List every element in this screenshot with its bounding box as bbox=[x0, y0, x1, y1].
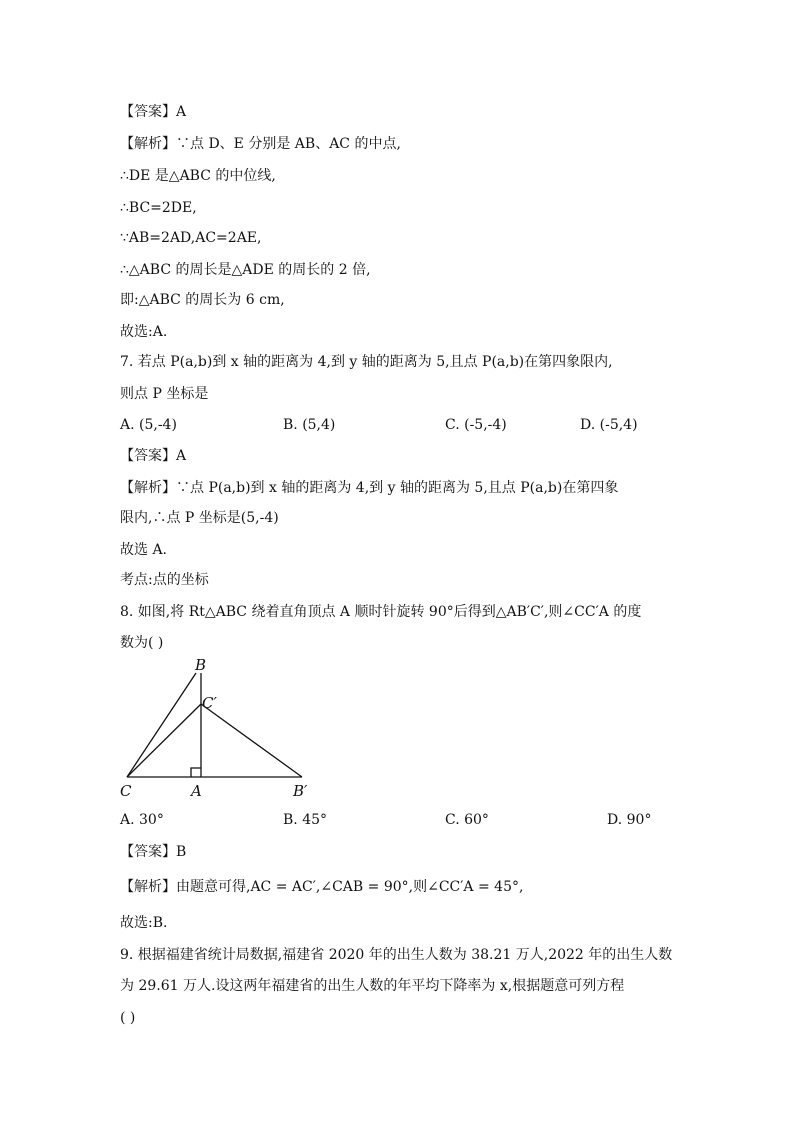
q7-option-b: B. (5,4) bbox=[283, 417, 336, 433]
segment-cc-prime bbox=[127, 704, 201, 777]
q8-option-a: A. 30° bbox=[120, 812, 164, 828]
question-9-line-1: 9. 根据福建省统计局数据,福建省 2020 年的出生人数为 38.21 万人,2022 年的出生人数 bbox=[120, 947, 673, 963]
q7-option-c: C. (-5,-4) bbox=[445, 417, 507, 433]
question-7-line-1: 7. 若点 P(a,b)到 x 轴的距离为 4,到 y 轴的距离为 5,且点 P(a,b)在第四象限内, bbox=[120, 354, 613, 370]
analysis-6-line-5: ∴△ABC 的周长是△ADE 的周长的 2 倍, bbox=[120, 262, 371, 278]
analysis-7-topic: 考点:点的坐标 bbox=[120, 572, 209, 588]
right-angle-mark bbox=[191, 768, 201, 777]
analysis-6-line-3: ∴BC=2DE, bbox=[120, 200, 197, 216]
q8-option-c: C. 60° bbox=[445, 812, 489, 828]
q8-option-b: B. 45° bbox=[283, 812, 328, 828]
label-c-prime: C′ bbox=[202, 694, 217, 712]
q7-option-a: A. (5,-4) bbox=[120, 417, 177, 433]
question-7-line-2: 则点 P 坐标是 bbox=[120, 386, 209, 402]
rotation-figure bbox=[112, 656, 342, 806]
label-b-prime: B′ bbox=[293, 782, 308, 800]
label-c: C bbox=[120, 782, 132, 800]
segment-cprime-bprime bbox=[201, 704, 302, 777]
label-a: A bbox=[191, 782, 202, 800]
answer-8: 【答案】B bbox=[120, 844, 187, 860]
analysis-6-line-2: ∴DE 是△ABC 的中位线, bbox=[120, 168, 276, 184]
question-8-line-1: 8. 如图,将 Rt△ABC 绕着直角顶点 A 顺时针旋转 90°后得到△AB′C′,则∠CC′A 的度 bbox=[120, 604, 642, 620]
question-9-line-2: 为 29.61 万人.设这两年福建省的出生人数的年平均下降率为 x,根据题意可列方程 bbox=[120, 978, 625, 994]
analysis-6-line-6: 即:△ABC 的周长为 6 cm, bbox=[120, 292, 285, 308]
analysis-6-line-4: ∵AB=2AD,AC=2AE, bbox=[120, 230, 262, 246]
answer-6: 【答案】A bbox=[120, 104, 187, 120]
label-b: B bbox=[195, 656, 207, 674]
answer-7: 【答案】A bbox=[120, 448, 187, 464]
analysis-7-line-2: 限内,∴点 P 坐标是(5,-4) bbox=[120, 510, 279, 526]
segment-cb bbox=[127, 673, 196, 777]
analysis-6-line-1: 【解析】∵点 D、E 分别是 AB、AC 的中点, bbox=[120, 136, 401, 152]
analysis-7-line-1: 【解析】∵点 P(a,b)到 x 轴的距离为 4,到 y 轴的距离为 5,且点 P(a,b)在第四象 bbox=[120, 480, 619, 496]
analysis-6-choice: 故选:A. bbox=[120, 324, 168, 340]
analysis-7-choice: 故选 A. bbox=[120, 542, 168, 558]
analysis-8-line-1: 【解析】由题意可得,AC = AC′,∠CAB = 90°,则∠CC′A = 45°, bbox=[120, 879, 524, 895]
question-8-line-2: 数为( ) bbox=[120, 635, 164, 651]
q8-option-d: D. 90° bbox=[607, 812, 652, 828]
analysis-8-choice: 故选:B. bbox=[120, 915, 168, 931]
q7-option-d: D. (-5,4) bbox=[580, 417, 638, 433]
question-9-line-3: ( ) bbox=[120, 1010, 136, 1026]
